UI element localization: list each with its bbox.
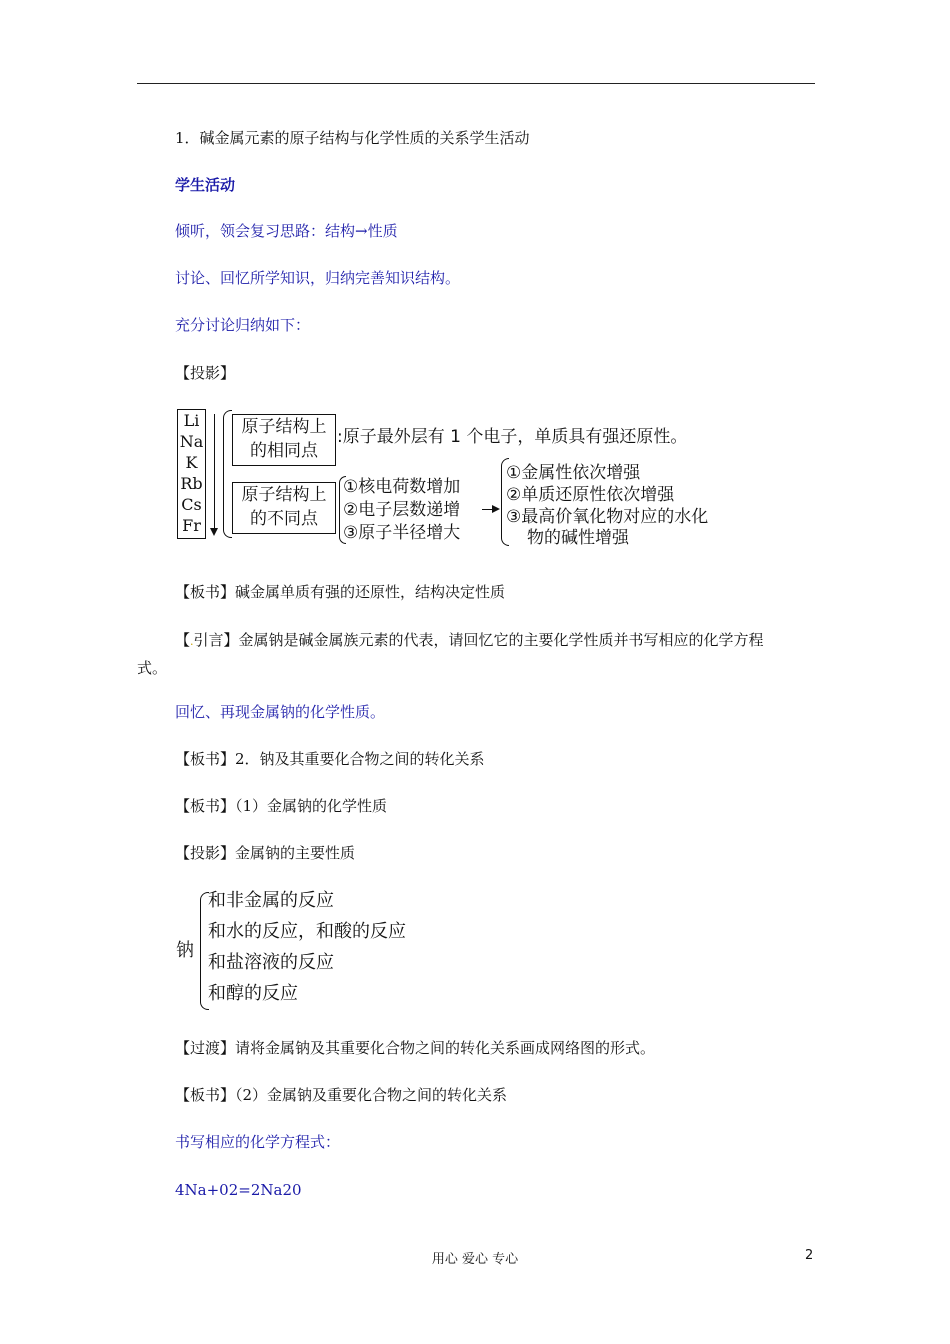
board-line-2: 【板书】2．钠及其重要化合物之间的转化关系 [175, 750, 485, 768]
intro-line [137, 627, 817, 655]
diff-point-box [232, 482, 336, 534]
write-equation-line: 书写相应的化学方程式： [175, 1133, 341, 1151]
result-item: ②单质还原性依次增强 [506, 485, 675, 505]
intro-wrap-line: 式。 [137, 659, 168, 677]
sodium-reaction-item: 和醇的反应 [208, 983, 298, 1004]
page-number: 2 [805, 1248, 814, 1263]
sodium-reaction-item: 和盐溶液的反应 [208, 952, 334, 973]
result-item: ③最高价氧化物对应的水化 [506, 507, 709, 527]
board-line-1: 【板书】碱金属单质有强的还原性，结构决定性质 [175, 583, 506, 601]
result-item: 物的碱性增强 [527, 528, 629, 548]
diff-point-line: 原子结构上 [241, 485, 327, 505]
element-label: Fr [182, 516, 201, 535]
sodium-reaction-item: 和非金属的反应 [208, 890, 334, 911]
student-activity-heading: 学生活动 [175, 176, 236, 194]
element-label: Li [183, 411, 200, 430]
board-line-3: 【板书】（1）金属钠的化学性质 [175, 797, 388, 815]
discuss-line: 讨论、回忆所学知识，归纳完善知识结构。 [175, 269, 461, 287]
element-label: Rb [180, 474, 203, 493]
same-point-line: 的相同点 [250, 441, 318, 461]
equation-line: 4Na+02=2Na20 [175, 1181, 302, 1199]
element-label: Na [179, 432, 204, 451]
page-footer: 用心 爱心 专心 [431, 1252, 519, 1267]
full-discuss-line: 充分讨论归纳如下： [175, 316, 311, 334]
header-rule [137, 83, 815, 84]
recall-line: 回忆、再现金属钠的化学性质。 [175, 703, 386, 721]
result-item: ①金属性依次增强 [506, 463, 641, 483]
intro-bracket: 【 [175, 631, 191, 649]
element-list-box [177, 409, 206, 539]
sodium-properties-diagram [176, 886, 476, 1016]
same-point-text: :原子最外层有 1 个电子，单质具有强还原性。 [337, 427, 688, 447]
sodium-label: 钠 [176, 940, 194, 961]
diff-item: ①核电荷数增加 [343, 477, 461, 497]
intro-paragraph [137, 627, 817, 681]
board-line-4: 【板书】（2）金属钠及重要化合物之间的转化关系 [175, 1086, 508, 1104]
right-arrow-icon [482, 509, 498, 510]
diff-item: ②电子层数递增 [343, 500, 461, 520]
same-point-box [232, 414, 336, 466]
listen-line: 倾听，领会复习思路：结构→性质 [175, 222, 398, 240]
diff-point-line: 的不同点 [250, 509, 318, 529]
sodium-reaction-item: 和水的反应，和酸的反应 [208, 921, 406, 942]
diff-item: ③原子半径增大 [343, 523, 461, 543]
intro-mark: . [190, 635, 194, 648]
same-point-line: 原子结构上 [241, 417, 327, 437]
intro-text: 引言】金属钠是碱金属族元素的代表，请回忆它的主要化学性质并书写相应的化学方程 [193, 631, 764, 649]
alkali-structure-diagram [177, 406, 777, 554]
down-arrow-icon [214, 414, 215, 534]
element-label: Cs [181, 495, 202, 514]
projection-label-2: 【投影】金属钠的主要性质 [175, 844, 356, 862]
projection-label-1: 【投影】 [175, 364, 236, 382]
transition-line: 【过渡】请将金属钠及其重要化合物之间的转化关系画成网络图的形式。 [175, 1039, 656, 1057]
section-title: 1．碱金属元素的原子结构与化学性质的关系学生活动 [175, 129, 530, 147]
element-label: K [185, 453, 198, 472]
left-brace-icon [223, 410, 232, 538]
